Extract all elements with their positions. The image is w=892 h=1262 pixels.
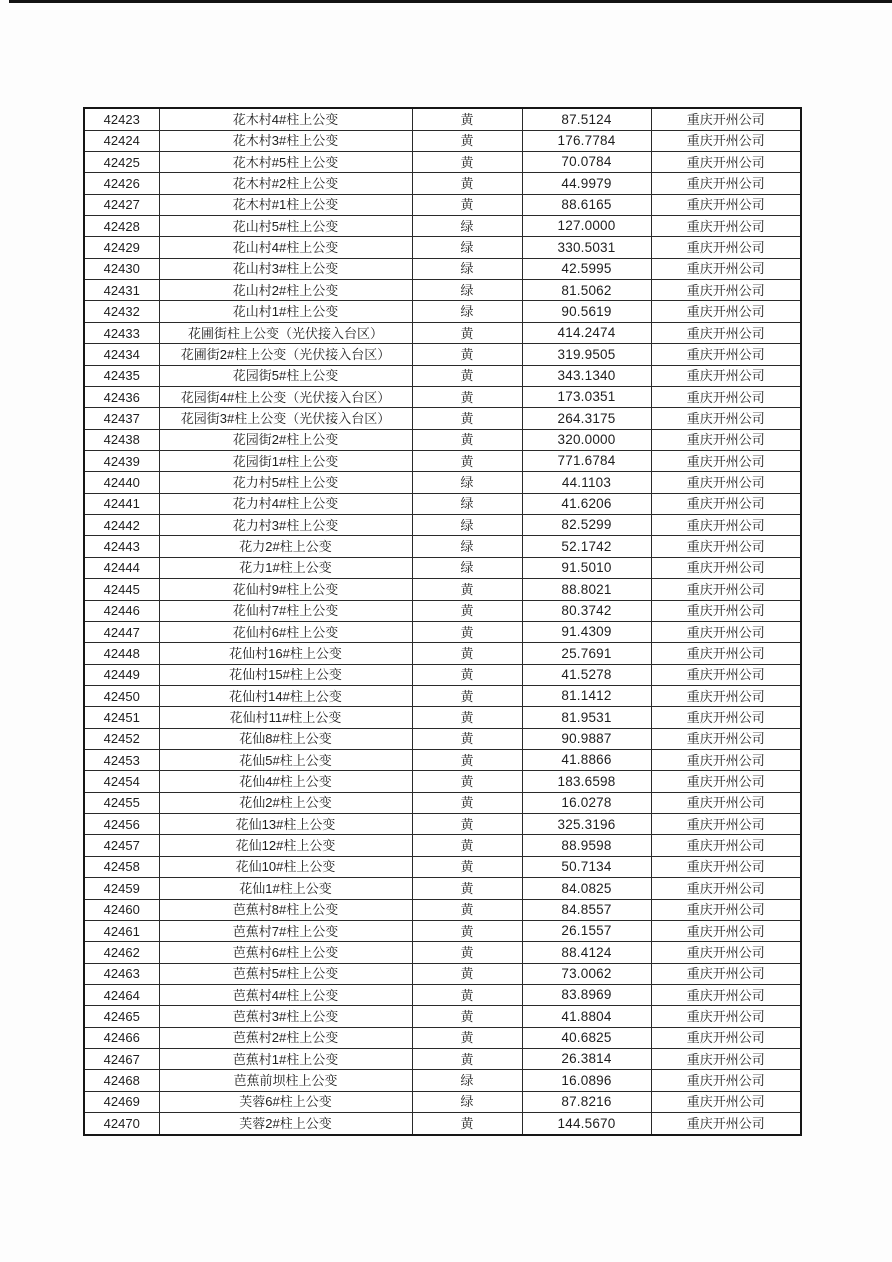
- cell-name: 花仙12#柱上公变: [159, 835, 412, 856]
- table-row: [84, 685, 801, 706]
- cell-status_color: 绿: [412, 1091, 522, 1112]
- table-row: [84, 344, 801, 365]
- cell-company: 重庆开州公司: [651, 920, 801, 941]
- cell-company: 重庆开州公司: [651, 579, 801, 600]
- cell-status_color: 绿: [412, 536, 522, 557]
- cell-id: 42439: [84, 450, 159, 471]
- table-row: [84, 1027, 801, 1048]
- cell-id: 42430: [84, 258, 159, 279]
- cell-id: 42459: [84, 878, 159, 899]
- cell-value: 26.1557: [522, 920, 651, 941]
- cell-id: 42467: [84, 1049, 159, 1070]
- table-row: [84, 1091, 801, 1112]
- cell-value: 330.5031: [522, 237, 651, 258]
- cell-value: 88.8021: [522, 579, 651, 600]
- cell-name: 芭蕉村5#柱上公变: [159, 963, 412, 984]
- cell-name: 花仙村9#柱上公变: [159, 579, 412, 600]
- cell-company: 重庆开州公司: [651, 664, 801, 685]
- cell-status_color: 黄: [412, 1113, 522, 1135]
- cell-value: 41.8866: [522, 750, 651, 771]
- cell-id: 42446: [84, 600, 159, 621]
- cell-value: 771.6784: [522, 450, 651, 471]
- cell-name: 花木村#2柱上公变: [159, 173, 412, 194]
- cell-company: 重庆开州公司: [651, 515, 801, 536]
- cell-status_color: 黄: [412, 920, 522, 941]
- cell-status_color: 黄: [412, 856, 522, 877]
- cell-status_color: 绿: [412, 280, 522, 301]
- cell-value: 88.6165: [522, 194, 651, 215]
- cell-status_color: 绿: [412, 493, 522, 514]
- cell-value: 87.8216: [522, 1091, 651, 1112]
- table-row: [84, 151, 801, 172]
- table-row: [84, 643, 801, 664]
- cell-status_color: 黄: [412, 1006, 522, 1027]
- cell-name: 芭蕉村4#柱上公变: [159, 984, 412, 1005]
- cell-value: 91.5010: [522, 557, 651, 578]
- cell-status_color: 黄: [412, 1027, 522, 1048]
- cell-value: 90.5619: [522, 301, 651, 322]
- cell-name: 芭蕉村8#柱上公变: [159, 899, 412, 920]
- table-row: [84, 899, 801, 920]
- cell-id: 42463: [84, 963, 159, 984]
- cell-name: 芙蓉2#柱上公变: [159, 1113, 412, 1135]
- cell-name: 花仙村7#柱上公变: [159, 600, 412, 621]
- cell-company: 重庆开州公司: [651, 258, 801, 279]
- cell-company: 重庆开州公司: [651, 301, 801, 322]
- cell-status_color: 黄: [412, 728, 522, 749]
- cell-status_color: 黄: [412, 1049, 522, 1070]
- table-row: [84, 920, 801, 941]
- cell-id: 42424: [84, 130, 159, 151]
- table-row: [84, 173, 801, 194]
- cell-value: 81.1412: [522, 685, 651, 706]
- cell-value: 42.5995: [522, 258, 651, 279]
- table-row: [84, 108, 801, 130]
- cell-value: 25.7691: [522, 643, 651, 664]
- table-row: [84, 322, 801, 343]
- cell-id: 42465: [84, 1006, 159, 1027]
- cell-company: 重庆开州公司: [651, 600, 801, 621]
- cell-company: 重庆开州公司: [651, 450, 801, 471]
- cell-company: 重庆开州公司: [651, 493, 801, 514]
- page-top-edge-line: [9, 0, 892, 3]
- cell-name: 花园街1#柱上公变: [159, 450, 412, 471]
- cell-company: 重庆开州公司: [651, 1049, 801, 1070]
- cell-name: 花力村5#柱上公变: [159, 472, 412, 493]
- cell-status_color: 黄: [412, 792, 522, 813]
- cell-value: 173.0351: [522, 386, 651, 407]
- table-row: [84, 1070, 801, 1091]
- cell-id: 42451: [84, 707, 159, 728]
- cell-name: 花园街2#柱上公变: [159, 429, 412, 450]
- cell-status_color: 黄: [412, 685, 522, 706]
- table-row: [84, 280, 801, 301]
- table-row: [84, 258, 801, 279]
- cell-name: 花山村3#柱上公变: [159, 258, 412, 279]
- cell-company: 重庆开州公司: [651, 899, 801, 920]
- cell-id: 42435: [84, 365, 159, 386]
- cell-id: 42469: [84, 1091, 159, 1112]
- cell-name: 花力2#柱上公变: [159, 536, 412, 557]
- cell-name: 芭蕉村6#柱上公变: [159, 942, 412, 963]
- cell-name: 花力1#柱上公变: [159, 557, 412, 578]
- cell-value: 40.6825: [522, 1027, 651, 1048]
- cell-id: 42458: [84, 856, 159, 877]
- cell-status_color: 绿: [412, 237, 522, 258]
- cell-status_color: 黄: [412, 835, 522, 856]
- cell-value: 84.8557: [522, 899, 651, 920]
- cell-id: 42450: [84, 685, 159, 706]
- table-row: [84, 707, 801, 728]
- cell-company: 重庆开州公司: [651, 472, 801, 493]
- cell-id: 42447: [84, 621, 159, 642]
- cell-status_color: 黄: [412, 408, 522, 429]
- table-row: [84, 365, 801, 386]
- table-row: [84, 771, 801, 792]
- cell-company: 重庆开州公司: [651, 621, 801, 642]
- cell-name: 花仙1#柱上公变: [159, 878, 412, 899]
- cell-status_color: 黄: [412, 963, 522, 984]
- table-row: [84, 301, 801, 322]
- cell-status_color: 黄: [412, 750, 522, 771]
- cell-name: 花木村#5柱上公变: [159, 151, 412, 172]
- cell-company: 重庆开州公司: [651, 322, 801, 343]
- table-row: [84, 579, 801, 600]
- cell-name: 花仙4#柱上公变: [159, 771, 412, 792]
- table-row: [84, 1006, 801, 1027]
- cell-id: 42462: [84, 942, 159, 963]
- cell-id: 42425: [84, 151, 159, 172]
- table-row: [84, 835, 801, 856]
- table-row: [84, 450, 801, 471]
- cell-value: 82.5299: [522, 515, 651, 536]
- cell-status_color: 黄: [412, 579, 522, 600]
- cell-company: 重庆开州公司: [651, 792, 801, 813]
- cell-company: 重庆开州公司: [651, 942, 801, 963]
- table-row: [84, 515, 801, 536]
- cell-name: 花山村5#柱上公变: [159, 216, 412, 237]
- table-row: [84, 942, 801, 963]
- cell-company: 重庆开州公司: [651, 557, 801, 578]
- cell-name: 芙蓉6#柱上公变: [159, 1091, 412, 1112]
- cell-company: 重庆开州公司: [651, 814, 801, 835]
- cell-id: 42444: [84, 557, 159, 578]
- cell-value: 81.9531: [522, 707, 651, 728]
- cell-id: 42432: [84, 301, 159, 322]
- cell-status_color: 黄: [412, 450, 522, 471]
- cell-id: 42427: [84, 194, 159, 215]
- cell-status_color: 黄: [412, 108, 522, 130]
- cell-id: 42431: [84, 280, 159, 301]
- table-row: [84, 194, 801, 215]
- cell-id: 42438: [84, 429, 159, 450]
- cell-value: 70.0784: [522, 151, 651, 172]
- cell-name: 花力村4#柱上公变: [159, 493, 412, 514]
- cell-status_color: 绿: [412, 1070, 522, 1091]
- table-row: [84, 408, 801, 429]
- cell-value: 90.9887: [522, 728, 651, 749]
- cell-id: 42452: [84, 728, 159, 749]
- cell-name: 花仙8#柱上公变: [159, 728, 412, 749]
- cell-value: 44.1103: [522, 472, 651, 493]
- cell-company: 重庆开州公司: [651, 386, 801, 407]
- cell-name: 花木村#1柱上公变: [159, 194, 412, 215]
- cell-id: 42434: [84, 344, 159, 365]
- cell-name: 芭蕉村7#柱上公变: [159, 920, 412, 941]
- cell-status_color: 黄: [412, 942, 522, 963]
- cell-company: 重庆开州公司: [651, 835, 801, 856]
- cell-status_color: 黄: [412, 984, 522, 1005]
- cell-id: 42423: [84, 108, 159, 130]
- cell-name: 芭蕉村2#柱上公变: [159, 1027, 412, 1048]
- cell-status_color: 绿: [412, 216, 522, 237]
- cell-company: 重庆开州公司: [651, 728, 801, 749]
- cell-name: 花仙村11#柱上公变: [159, 707, 412, 728]
- cell-id: 42436: [84, 386, 159, 407]
- cell-value: 81.5062: [522, 280, 651, 301]
- cell-name: 花园街4#柱上公变（光伏接入台区）: [159, 386, 412, 407]
- cell-id: 42470: [84, 1113, 159, 1135]
- cell-name: 花园街3#柱上公变（光伏接入台区）: [159, 408, 412, 429]
- table-row: [84, 814, 801, 835]
- cell-status_color: 黄: [412, 621, 522, 642]
- cell-status_color: 绿: [412, 515, 522, 536]
- cell-value: 320.0000: [522, 429, 651, 450]
- cell-value: 41.6206: [522, 493, 651, 514]
- cell-status_color: 黄: [412, 707, 522, 728]
- cell-id: 42449: [84, 664, 159, 685]
- cell-id: 42461: [84, 920, 159, 941]
- cell-company: 重庆开州公司: [651, 344, 801, 365]
- cell-name: 花仙村6#柱上公变: [159, 621, 412, 642]
- cell-id: 42426: [84, 173, 159, 194]
- cell-value: 414.2474: [522, 322, 651, 343]
- cell-id: 42448: [84, 643, 159, 664]
- cell-name: 花山村2#柱上公变: [159, 280, 412, 301]
- cell-value: 183.6598: [522, 771, 651, 792]
- cell-name: 花仙10#柱上公变: [159, 856, 412, 877]
- cell-status_color: 黄: [412, 130, 522, 151]
- cell-status_color: 黄: [412, 194, 522, 215]
- cell-id: 42460: [84, 899, 159, 920]
- cell-company: 重庆开州公司: [651, 878, 801, 899]
- cell-value: 73.0062: [522, 963, 651, 984]
- cell-name: 花木村3#柱上公变: [159, 130, 412, 151]
- cell-id: 42457: [84, 835, 159, 856]
- cell-company: 重庆开州公司: [651, 1006, 801, 1027]
- transformer-data-table: [83, 107, 802, 1136]
- cell-value: 319.9505: [522, 344, 651, 365]
- cell-value: 343.1340: [522, 365, 651, 386]
- cell-value: 325.3196: [522, 814, 651, 835]
- cell-id: 42453: [84, 750, 159, 771]
- cell-id: 42440: [84, 472, 159, 493]
- cell-value: 41.5278: [522, 664, 651, 685]
- cell-name: 花山村4#柱上公变: [159, 237, 412, 258]
- cell-company: 重庆开州公司: [651, 216, 801, 237]
- cell-status_color: 黄: [412, 664, 522, 685]
- cell-name: 芭蕉村3#柱上公变: [159, 1006, 412, 1027]
- cell-value: 264.3175: [522, 408, 651, 429]
- cell-value: 50.7134: [522, 856, 651, 877]
- table-row: [84, 429, 801, 450]
- table-row: [84, 472, 801, 493]
- cell-name: 花圃街柱上公变（光伏接入台区）: [159, 322, 412, 343]
- cell-status_color: 绿: [412, 472, 522, 493]
- cell-status_color: 黄: [412, 344, 522, 365]
- table-row: [84, 1113, 801, 1135]
- cell-company: 重庆开州公司: [651, 707, 801, 728]
- cell-status_color: 黄: [412, 899, 522, 920]
- cell-name: 芭蕉村1#柱上公变: [159, 1049, 412, 1070]
- cell-name: 花山村1#柱上公变: [159, 301, 412, 322]
- table-row: [84, 856, 801, 877]
- table-row: [84, 216, 801, 237]
- table-row: [84, 792, 801, 813]
- cell-name: 花仙2#柱上公变: [159, 792, 412, 813]
- table-row: [84, 237, 801, 258]
- table-row: [84, 130, 801, 151]
- cell-id: 42454: [84, 771, 159, 792]
- cell-id: 42441: [84, 493, 159, 514]
- cell-name: 芭蕉前坝柱上公变: [159, 1070, 412, 1091]
- cell-company: 重庆开州公司: [651, 750, 801, 771]
- cell-status_color: 黄: [412, 600, 522, 621]
- cell-name: 花木村4#柱上公变: [159, 108, 412, 130]
- cell-id: 42429: [84, 237, 159, 258]
- cell-value: 80.3742: [522, 600, 651, 621]
- cell-id: 42428: [84, 216, 159, 237]
- cell-name: 花仙村15#柱上公变: [159, 664, 412, 685]
- cell-company: 重庆开州公司: [651, 771, 801, 792]
- cell-company: 重庆开州公司: [651, 1091, 801, 1112]
- cell-status_color: 黄: [412, 643, 522, 664]
- cell-company: 重庆开州公司: [651, 1113, 801, 1135]
- cell-company: 重庆开州公司: [651, 108, 801, 130]
- table-row: [84, 963, 801, 984]
- cell-status_color: 黄: [412, 771, 522, 792]
- cell-status_color: 黄: [412, 814, 522, 835]
- table-row: [84, 557, 801, 578]
- table-row: [84, 493, 801, 514]
- transformer-table-body: [84, 108, 801, 1135]
- cell-id: 42437: [84, 408, 159, 429]
- cell-company: 重庆开州公司: [651, 194, 801, 215]
- cell-id: 42466: [84, 1027, 159, 1048]
- table-row: [84, 664, 801, 685]
- cell-id: 42442: [84, 515, 159, 536]
- cell-status_color: 绿: [412, 258, 522, 279]
- cell-id: 42456: [84, 814, 159, 835]
- cell-value: 88.4124: [522, 942, 651, 963]
- cell-value: 16.0278: [522, 792, 651, 813]
- cell-id: 42468: [84, 1070, 159, 1091]
- cell-value: 88.9598: [522, 835, 651, 856]
- cell-status_color: 绿: [412, 301, 522, 322]
- cell-name: 花力村3#柱上公变: [159, 515, 412, 536]
- cell-company: 重庆开州公司: [651, 173, 801, 194]
- cell-id: 42445: [84, 579, 159, 600]
- cell-value: 176.7784: [522, 130, 651, 151]
- cell-id: 42443: [84, 536, 159, 557]
- cell-name: 花仙13#柱上公变: [159, 814, 412, 835]
- cell-status_color: 黄: [412, 386, 522, 407]
- cell-company: 重庆开州公司: [651, 643, 801, 664]
- cell-value: 83.8969: [522, 984, 651, 1005]
- cell-company: 重庆开州公司: [651, 536, 801, 557]
- table-row: [84, 621, 801, 642]
- cell-name: 花园街5#柱上公变: [159, 365, 412, 386]
- cell-id: 42464: [84, 984, 159, 1005]
- cell-value: 52.1742: [522, 536, 651, 557]
- cell-company: 重庆开州公司: [651, 984, 801, 1005]
- cell-company: 重庆开州公司: [651, 963, 801, 984]
- cell-id: 42455: [84, 792, 159, 813]
- cell-value: 84.0825: [522, 878, 651, 899]
- table-row: [84, 386, 801, 407]
- cell-value: 127.0000: [522, 216, 651, 237]
- cell-status_color: 黄: [412, 173, 522, 194]
- cell-value: 26.3814: [522, 1049, 651, 1070]
- cell-value: 41.8804: [522, 1006, 651, 1027]
- cell-status_color: 黄: [412, 322, 522, 343]
- cell-company: 重庆开州公司: [651, 1027, 801, 1048]
- cell-company: 重庆开州公司: [651, 408, 801, 429]
- table-row: [84, 728, 801, 749]
- cell-status_color: 黄: [412, 151, 522, 172]
- cell-name: 花圃街2#柱上公变（光伏接入台区）: [159, 344, 412, 365]
- cell-company: 重庆开州公司: [651, 130, 801, 151]
- table-row: [84, 878, 801, 899]
- cell-company: 重庆开州公司: [651, 237, 801, 258]
- cell-id: 42433: [84, 322, 159, 343]
- table-row: [84, 536, 801, 557]
- cell-company: 重庆开州公司: [651, 856, 801, 877]
- cell-company: 重庆开州公司: [651, 685, 801, 706]
- cell-status_color: 黄: [412, 365, 522, 386]
- cell-company: 重庆开州公司: [651, 280, 801, 301]
- cell-value: 144.5670: [522, 1113, 651, 1135]
- cell-value: 44.9979: [522, 173, 651, 194]
- table-row: [84, 1049, 801, 1070]
- cell-company: 重庆开州公司: [651, 365, 801, 386]
- table-row: [84, 600, 801, 621]
- cell-company: 重庆开州公司: [651, 1070, 801, 1091]
- cell-status_color: 绿: [412, 557, 522, 578]
- table-row: [84, 750, 801, 771]
- table-row: [84, 984, 801, 1005]
- cell-status_color: 黄: [412, 878, 522, 899]
- cell-company: 重庆开州公司: [651, 151, 801, 172]
- cell-name: 花仙5#柱上公变: [159, 750, 412, 771]
- cell-company: 重庆开州公司: [651, 429, 801, 450]
- cell-value: 87.5124: [522, 108, 651, 130]
- cell-value: 91.4309: [522, 621, 651, 642]
- cell-status_color: 黄: [412, 429, 522, 450]
- cell-name: 花仙村16#柱上公变: [159, 643, 412, 664]
- cell-name: 花仙村14#柱上公变: [159, 685, 412, 706]
- cell-value: 16.0896: [522, 1070, 651, 1091]
